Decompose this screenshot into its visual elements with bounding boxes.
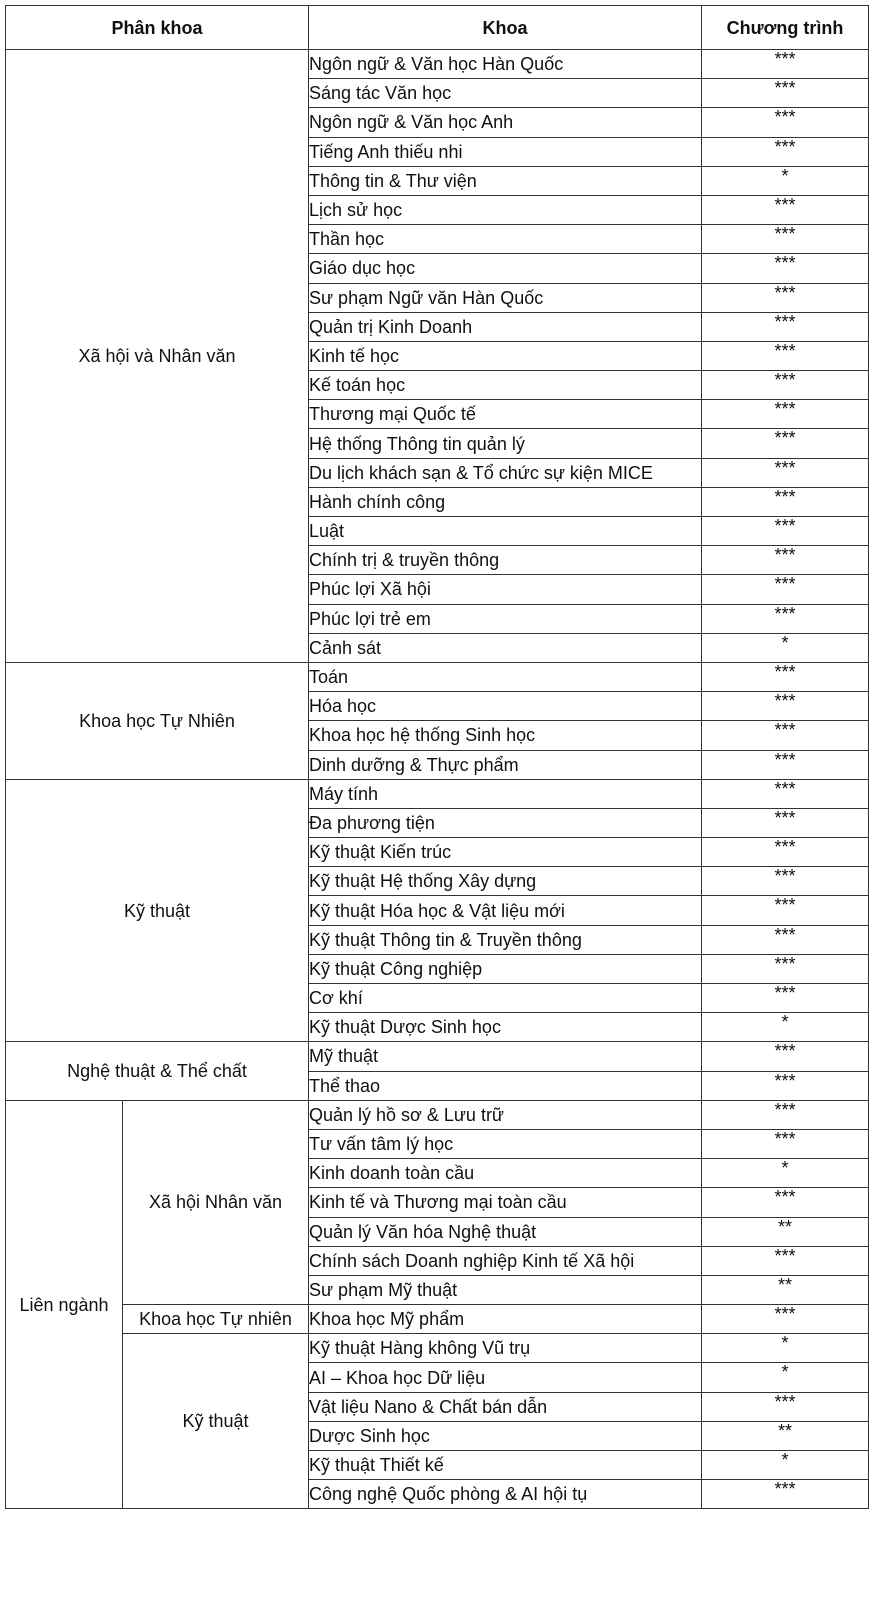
department-cell: Quản trị Kinh Doanh (309, 312, 702, 341)
program-cell: *** (702, 1246, 869, 1275)
department-cell: AI – Khoa học Dữ liệu (309, 1363, 702, 1392)
program-cell: *** (702, 954, 869, 983)
department-cell: Quản lý Văn hóa Nghệ thuật (309, 1217, 702, 1246)
program-cell: *** (702, 254, 869, 283)
program-cell: *** (702, 1305, 869, 1334)
subgroup-cell: Kỹ thuật (123, 1334, 309, 1509)
program-cell: *** (702, 487, 869, 516)
department-cell: Thông tin & Thư viện (309, 166, 702, 195)
department-cell: Tiếng Anh thiếu nhi (309, 137, 702, 166)
program-cell: *** (702, 779, 869, 808)
department-cell: Thần học (309, 225, 702, 254)
program-cell: ** (702, 1217, 869, 1246)
subgroup-cell: Xã hội Nhân văn (123, 1100, 309, 1304)
program-cell: *** (702, 312, 869, 341)
program-cell: *** (702, 984, 869, 1013)
department-cell: Khoa học Mỹ phẩm (309, 1305, 702, 1334)
table-row (6, 1042, 869, 1071)
department-cell: Kỹ thuật Hàng không Vũ trụ (309, 1334, 702, 1363)
table-row (6, 50, 869, 79)
department-cell: Du lịch khách sạn & Tổ chức sự kiện MICE (309, 458, 702, 487)
department-cell: Sư phạm Ngữ văn Hàn Quốc (309, 283, 702, 312)
header-row (6, 6, 869, 50)
program-cell: *** (702, 1480, 869, 1509)
department-cell: Tư vấn tâm lý học (309, 1129, 702, 1158)
table-row (6, 779, 869, 808)
program-cell: *** (702, 195, 869, 224)
department-cell: Kỹ thuật Hệ thống Xây dựng (309, 867, 702, 896)
table-row (6, 1305, 869, 1334)
program-cell: *** (702, 867, 869, 896)
department-cell: Đa phương tiện (309, 808, 702, 837)
table-row (6, 1334, 869, 1363)
department-cell: Kỹ thuật Hóa học & Vật liệu mới (309, 896, 702, 925)
header-phan-khoa: Phân khoa (6, 6, 309, 50)
department-cell: Sáng tác Văn học (309, 79, 702, 108)
department-cell: Kinh tế học (309, 341, 702, 370)
department-cell: Giáo dục học (309, 254, 702, 283)
department-cell: Công nghệ Quốc phòng & AI hội tụ (309, 1480, 702, 1509)
program-cell: * (702, 633, 869, 662)
faculty-group-cell: Xã hội và Nhân văn (6, 50, 309, 663)
program-cell: *** (702, 692, 869, 721)
program-cell: *** (702, 750, 869, 779)
table-row (6, 1100, 869, 1129)
program-cell: *** (702, 341, 869, 370)
department-cell: Kỹ thuật Công nghiệp (309, 954, 702, 983)
program-cell: *** (702, 896, 869, 925)
program-cell: * (702, 1363, 869, 1392)
department-cell: Sư phạm Mỹ thuật (309, 1275, 702, 1304)
department-cell: Hành chính công (309, 487, 702, 516)
program-cell: *** (702, 283, 869, 312)
department-cell: Kỹ thuật Kiến trúc (309, 838, 702, 867)
department-cell: Phúc lợi Xã hội (309, 575, 702, 604)
department-cell: Toán (309, 662, 702, 691)
department-cell: Kỹ thuật Dược Sinh học (309, 1013, 702, 1042)
department-cell: Lịch sử học (309, 195, 702, 224)
department-cell: Kỹ thuật Thông tin & Truyền thông (309, 925, 702, 954)
program-cell: *** (702, 1100, 869, 1129)
faculty-group-cell: Khoa học Tự Nhiên (6, 662, 309, 779)
department-cell: Luật (309, 517, 702, 546)
program-cell: *** (702, 1392, 869, 1421)
program-cell: *** (702, 429, 869, 458)
department-cell: Kế toán học (309, 371, 702, 400)
program-cell: *** (702, 517, 869, 546)
program-cell: *** (702, 458, 869, 487)
program-cell: *** (702, 604, 869, 633)
program-cell: * (702, 1013, 869, 1042)
program-cell: *** (702, 662, 869, 691)
department-cell: Vật liệu Nano & Chất bán dẫn (309, 1392, 702, 1421)
department-cell: Ngôn ngữ & Văn học Anh (309, 108, 702, 137)
department-cell: Cơ khí (309, 984, 702, 1013)
department-cell: Thể thao (309, 1071, 702, 1100)
department-cell: Ngôn ngữ & Văn học Hàn Quốc (309, 50, 702, 79)
program-cell: *** (702, 1129, 869, 1158)
program-cell: *** (702, 79, 869, 108)
program-cell: ** (702, 1275, 869, 1304)
program-cell: *** (702, 225, 869, 254)
program-cell: *** (702, 137, 869, 166)
program-cell: *** (702, 721, 869, 750)
program-cell: *** (702, 808, 869, 837)
table-row (6, 662, 869, 691)
program-cell: *** (702, 50, 869, 79)
program-cell: * (702, 1159, 869, 1188)
program-cell: *** (702, 546, 869, 575)
program-cell: * (702, 1451, 869, 1480)
department-cell: Phúc lợi trẻ em (309, 604, 702, 633)
program-cell: *** (702, 1188, 869, 1217)
program-cell: *** (702, 371, 869, 400)
department-cell: Máy tính (309, 779, 702, 808)
department-cell: Quản lý hồ sơ & Lưu trữ (309, 1100, 702, 1129)
department-cell: Chính sách Doanh nghiệp Kinh tế Xã hội (309, 1246, 702, 1275)
faculty-group-cell: Nghệ thuật & Thể chất (6, 1042, 309, 1100)
program-cell: *** (702, 575, 869, 604)
department-cell: Kinh tế và Thương mại toàn cầu (309, 1188, 702, 1217)
department-cell: Thương mại Quốc tế (309, 400, 702, 429)
program-cell: ** (702, 1421, 869, 1450)
header-khoa: Khoa (309, 6, 702, 50)
program-cell: * (702, 166, 869, 195)
department-cell: Kinh doanh toàn cầu (309, 1159, 702, 1188)
department-cell: Mỹ thuật (309, 1042, 702, 1071)
department-cell: Cảnh sát (309, 633, 702, 662)
department-cell: Dinh dưỡng & Thực phẩm (309, 750, 702, 779)
program-cell: *** (702, 1042, 869, 1071)
department-cell: Chính trị & truyền thông (309, 546, 702, 575)
program-cell: *** (702, 1071, 869, 1100)
table-body (6, 50, 869, 1509)
subgroup-cell: Khoa học Tự nhiên (123, 1305, 309, 1334)
department-cell: Kỹ thuật Thiết kế (309, 1451, 702, 1480)
header-chuong-trinh: Chương trình (702, 6, 869, 50)
program-cell: *** (702, 108, 869, 137)
program-cell: *** (702, 925, 869, 954)
program-cell: *** (702, 838, 869, 867)
program-cell: * (702, 1334, 869, 1363)
program-cell: *** (702, 400, 869, 429)
faculty-group-cell: Kỹ thuật (6, 779, 309, 1042)
interdisciplinary-group-cell: Liên ngành (6, 1100, 123, 1509)
department-cell: Hệ thống Thông tin quản lý (309, 429, 702, 458)
department-cell: Khoa học hệ thống Sinh học (309, 721, 702, 750)
department-cell: Hóa học (309, 692, 702, 721)
faculty-table (5, 5, 869, 1509)
department-cell: Dược Sinh học (309, 1421, 702, 1450)
